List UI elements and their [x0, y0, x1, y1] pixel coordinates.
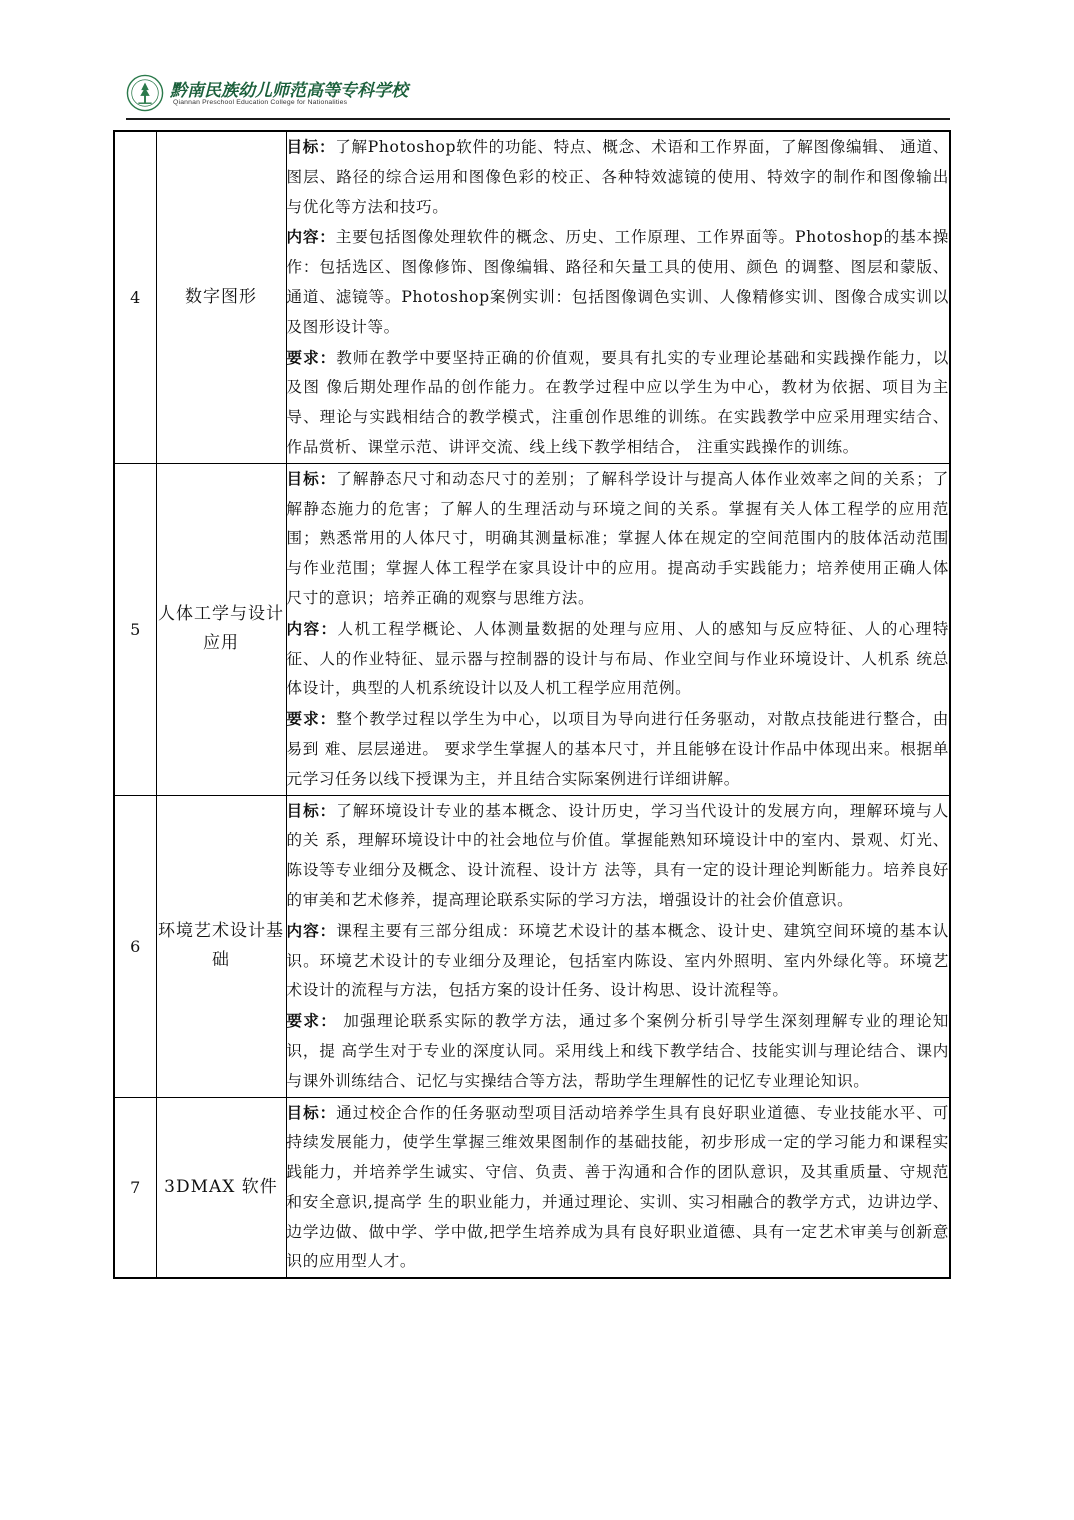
section-label: 目标： [286, 137, 336, 156]
description-paragraph [287, 132, 950, 222]
course-table [113, 130, 951, 1279]
description-paragraph [287, 464, 950, 614]
course-description [286, 795, 950, 1097]
section-text: 主要包括图像处理软件的概念、历史、工作原理、工作界面等。Photoshop的基本操作：包括选区、图像修饰、图像编辑、路径和矢量工具的使用、颜色 的调整、图层和蒙版、通道、滤镜等。Photoshop案例实训：包括图像调色实训、人像精修实训、图像合成实训以及图形设计等。 [286, 228, 949, 336]
description-paragraph [287, 343, 950, 463]
section-text: 加强理论联系实际的教学方法，通过多个案例分析引导学生深刻理解专业的理论知识，提 高学生对于专业的深度认同。采用线上和线下教学结合、技能实训与理论结合、课内与课外训练结合、记忆与实操结合等方法，帮助学生理解性的记忆专业理论知识。 [286, 1012, 949, 1090]
course-number: 4 [114, 131, 156, 463]
section-text: 了解环境设计专业的基本概念、设计历史，学习当代设计的发展方向，理解环境与人的关 系，理解环境设计中的社会地位与价值。掌握能熟知环境设计中的室内、景观、灯光、陈设等专业细分及概念、设计流程、设计方 法等，具有一定的设计理论判断能力。培养良好的审美和艺术修养，提高理论联系实际的学习方法，增强设计的社会价值意识。 [286, 801, 949, 909]
section-label: 目标： [286, 800, 337, 820]
section-text: 教师在教学中要坚持正确的价值观，要具有扎实的专业理论基础和实践操作能力，以及图 像后期处理作品的创作能力。在教学过程中应以学生为中心，教材为依据、项目为主导、理论与实践相结合的教学模式，注重创作思维的训练。在实践教学中应采用理实结合、作品赏析、课堂示范、讲评交流、线上线下教学相结合， 注重实践操作的训练。 [286, 348, 949, 456]
course-name: 3DMAX 软件 [156, 1097, 286, 1278]
course-number: 7 [114, 1097, 156, 1278]
section-label: 要求： [286, 347, 337, 367]
section-label: 要求： [286, 709, 337, 729]
section-label: 目标： [286, 1102, 337, 1122]
section-label: 目标： [286, 468, 337, 488]
section-text: 人机工程学概论、人体测量数据的处理与应用、人的感知与反应特征、人的心理特征、人的作业特征、显示器与控制器的设计与布局、作业空间与作业环境设计、人机系 统总体设计，典型的人机系统设计以及人机工程学应用范例。 [286, 619, 949, 698]
table-row [114, 131, 950, 463]
table-row [114, 463, 950, 795]
section-text: 课程主要有三部分组成：环境艺术设计的基本概念、设计史、建筑空间环境的基本认识。环境艺术设计的专业细分及理论，包括室内陈设、室内外照明、室内外绿化等。环境艺术设计的流程与方法，包括方案的设计任务、设计构思、设计流程等。 [286, 921, 949, 1000]
course-name: 环境艺术设计基础 [156, 795, 286, 1097]
course-table-body [114, 131, 950, 1278]
section-text: 通过校企合作的任务驱动型项目活动培养学生具有良好职业道德、专业技能水平、可持续发展能力，使学生掌握三维效果图制作的基础技能，初步形成一定的学习能力和课程实践能力，并培养学生诚实、守信、负责、善于沟通和合作的团队意识，及其重质量、守规范和安全意识,提高学 生的职业能力，并通过理论、实训、实习相融合的教学方式，边讲边学、边学边做、做中学、学中做,把学生培养成为具有良好职业道德、具有一定艺术审美与创新意识的应用型人才。 [286, 1103, 949, 1271]
course-description [286, 1097, 950, 1278]
school-emblem-icon [126, 74, 164, 112]
description-paragraph [287, 704, 950, 794]
description-paragraph [287, 796, 950, 916]
description-paragraph [287, 614, 950, 704]
section-label: 内容： [286, 920, 337, 940]
school-name: 黔南民族幼儿师范高等专科学校 [170, 81, 408, 101]
section-text: 了解静态尺寸和动态尺寸的差别；了解科学设计与提高人体作业效率之间的关系；了解静态施力的危害；了解人的生理活动与环境之间的关系。掌握有关人体工程学的应用范围；熟悉常用的人体尺寸，明确其测量标准；掌握人体在规定的空间范围内的肢体活动范围与作业范围；掌握人体工程学在家具设计中的应用。提高动手实践能力；培养使用正确人体尺寸的意识；培养正确的观察与思维方法。 [286, 469, 949, 607]
table-row [114, 795, 950, 1097]
section-text: 整个教学过程以学生为中心，以项目为导向进行任务驱动，对散点技能进行整合，由易到 难、层层递进。 要求学生掌握人的基本尺寸，并且能够在设计作品中体现出来。根据单元学习任务以线下授课为主，并且结合实际案例进行详细讲解。 [286, 710, 949, 788]
course-name: 人体工学与设计应用 [156, 463, 286, 795]
page-header [126, 74, 950, 118]
description-paragraph [287, 916, 950, 1006]
course-number: 6 [114, 795, 156, 1097]
description-paragraph [287, 222, 950, 342]
section-text: 了解Photoshop软件的功能、特点、概念、术语和工作界面，了解图像编辑、 通道、图层、路径的综合运用和图像色彩的校正、各种特效滤镜的使用、特效字的制作和图像输出与优化等方法和技巧。 [286, 138, 949, 216]
section-label: 内容： [286, 618, 338, 638]
course-description [286, 131, 950, 463]
course-name: 数字图形 [156, 131, 286, 463]
section-label: 要求： [286, 1011, 338, 1031]
header-divider [126, 118, 950, 120]
description-paragraph [287, 1006, 950, 1096]
course-number: 5 [114, 463, 156, 795]
school-name-english: Qiannan Preschool Education College for Nationalities [173, 99, 348, 106]
course-description [286, 463, 950, 795]
section-label: 内容： [286, 227, 336, 247]
table-row [114, 1097, 950, 1278]
description-paragraph [287, 1098, 950, 1278]
